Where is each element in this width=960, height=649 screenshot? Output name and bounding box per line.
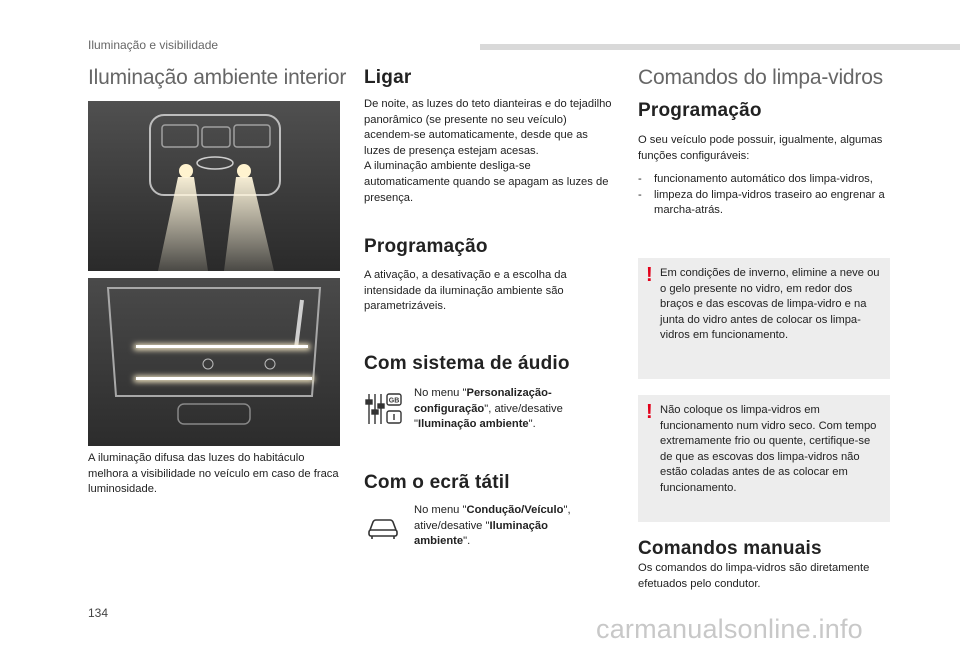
right-title: Comandos do limpa-vidros <box>638 66 883 89</box>
audio-icon-badge: GB <box>388 397 400 405</box>
ligar-text-2: A iluminação ambiente desliga-se automaticamente quando se apagam as luzes de presença. <box>364 160 609 204</box>
audio-heading: Com sistema de áudio <box>364 353 570 374</box>
programacao-text: A ativação, a desativação e a escolha da intensidade da iluminação ambiente são parametrizáveis. <box>364 269 567 313</box>
right-programacao-text: O seu veículo pode possuir, igualmente, algumas funções configuráveis: <box>638 134 883 162</box>
audio-settings-icon <box>364 392 398 426</box>
manual-heading: Comandos manuais <box>638 538 822 559</box>
warning-icon: ! <box>646 401 653 423</box>
audio-text-pre: No menu " <box>414 387 467 399</box>
audio-text <box>414 386 604 433</box>
touch-menu-name: Condução/Veículo <box>466 504 564 516</box>
ligar-text <box>364 97 612 206</box>
touch-text <box>414 503 604 550</box>
warning-text-winter: Em condições de inverno, elimine a neve ou o gelo presente no vidro, em redor dos braços e das escovas de limpa-vidro e na junta do vidro antes de colocar os limpa-vidros em funcionamento. <box>660 267 880 342</box>
ceiling-light-photo <box>88 101 340 271</box>
audio-text-mid: ", ative/desative " <box>414 402 563 431</box>
manual-text: Os comandos do limpa-vidros são diretamente efetuados pelo condutor. <box>638 562 870 590</box>
warning-box-winter <box>638 258 890 379</box>
watermark: carmanualsonline.info <box>596 614 863 644</box>
audio-item-name: Iluminação ambiente <box>417 418 529 431</box>
touch-heading: Com o ecrã tátil <box>364 472 510 493</box>
panoramic-roof-photo <box>88 278 340 446</box>
car-icon <box>366 514 400 548</box>
section-header: Iluminação e visibilidade <box>88 38 219 52</box>
ligar-text-1: De noite, as luzes do teto dianteiras e do tejadilho panorâmico (se presente no seu veículo) acendem-se automaticamente, desde que as luzes de presença estejam acesas. <box>364 98 612 157</box>
warning-icon: ! <box>646 264 653 286</box>
right-programacao-heading: Programação <box>638 100 762 121</box>
touch-text-post: ". <box>463 535 471 548</box>
warning-box-dry <box>638 395 890 522</box>
list-item: - funcionamento automático dos limpa-vidros, <box>638 172 890 188</box>
function-list <box>638 172 890 219</box>
page-number: 134 <box>88 606 109 620</box>
left-title: Iluminação ambiente interior <box>88 66 347 89</box>
audio-text-post: ". <box>528 418 536 431</box>
left-caption: A iluminação difusa das luzes do habitáculo melhora a visibilidade no veículo em caso de fraca luminosidade. <box>88 452 339 496</box>
ligar-heading: Ligar <box>364 67 412 88</box>
audio-menu-name: Personalização-configuração <box>414 387 552 415</box>
touch-item-name: Iluminação ambiente <box>414 519 548 548</box>
programacao-heading: Programação <box>364 236 488 257</box>
warning-text-dry: Não coloque os limpa-vidros em funcionamento num vidro seco. Com tempo extremamente frio ou quente, certifique-se de que as escovas dos limpa-vidros não estão coladas antes de as colocar em funcionamento. <box>660 404 877 494</box>
touch-text-pre: No menu " <box>414 504 467 516</box>
touch-text-mid: ", ative/desative " <box>414 504 571 532</box>
header-bar <box>480 44 960 50</box>
list-item: - limpeza do limpa-vidros traseiro ao engrenar a marcha-atrás. <box>638 188 890 219</box>
